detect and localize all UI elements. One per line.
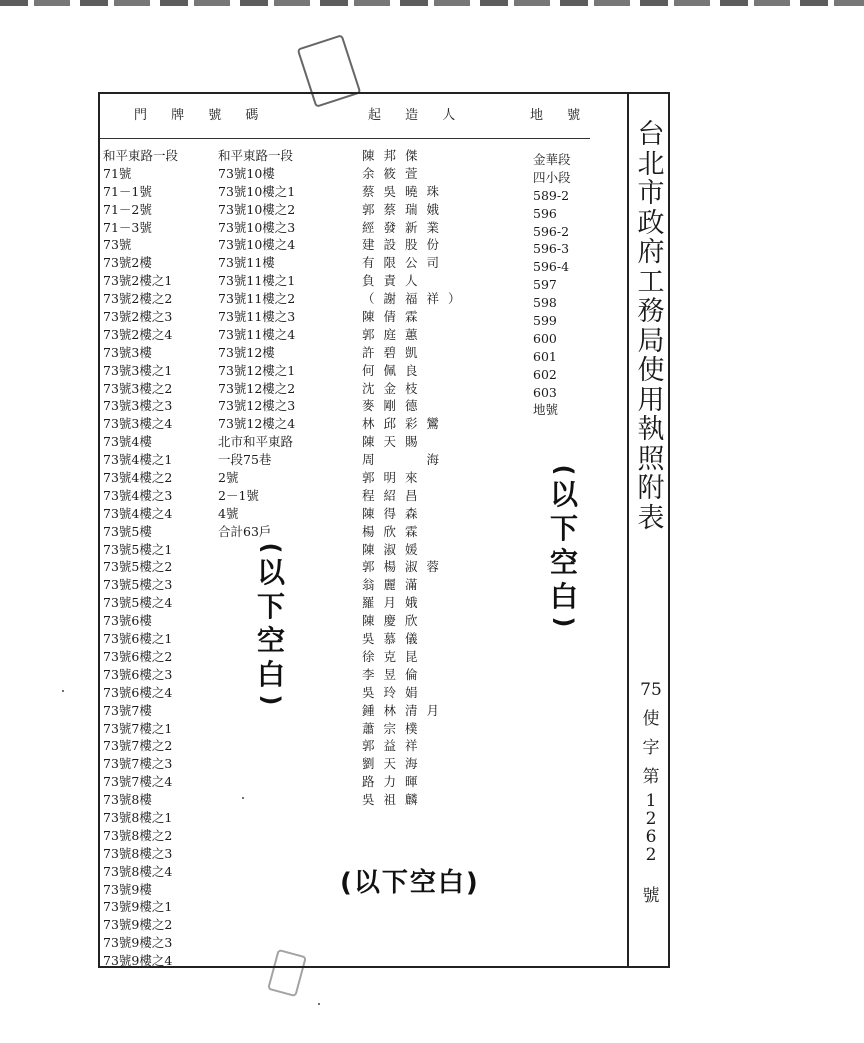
document-title [634,120,668,533]
doorplate-column-2 [218,147,295,541]
doorplate-entry: 73號2樓之1 [103,273,173,289]
doorplate-entry: 73號9樓之3 [103,935,173,951]
doorplate-entry: 73號7樓之2 [103,738,173,754]
hand-text: 以下空白 [353,868,466,898]
builder-entry: （謝福祥） [362,291,470,307]
title-char: 局 [637,325,665,357]
title-char: 執 [637,414,665,445]
doorplate-entry: 一段75巷 [218,452,272,468]
doorplate-entry: 73號12樓 [218,344,275,360]
doorplate-entry: 73號5樓之4 [103,595,173,611]
lot-entry: 598 [533,295,557,311]
doorplate-entry: 73號11樓之3 [218,309,296,325]
permit-number [634,676,668,911]
lot-entry: 596-4 [533,259,570,275]
lot-entry: 589-2 [533,187,570,203]
hand-char: 下 [256,590,285,623]
builder-entry: 翁麗滿 [362,577,427,593]
lot-entry: 602 [533,366,557,382]
doorplate-entry: 73號9樓之4 [103,953,173,969]
doorplate-entry: 71－3號 [103,219,152,235]
title-char: 使 [637,355,665,386]
doorplate-entry: 和平東路一段 [218,148,294,163]
doorplate-entry: 73號10樓之2 [218,201,296,217]
permit-char: 6 [645,827,657,847]
builder-entry: 陳邦傑 [362,148,427,163]
doorplate-entry: 73號12樓之2 [218,380,296,396]
doorplate-entry: 73號 [103,237,132,253]
lot-column [533,150,571,418]
builder-entry: 鍾林清月 [362,702,449,718]
hand-char: 白 [549,580,578,613]
builder-entry: 蕭宗樸 [362,720,427,736]
builder-entry: 經發新業 [362,219,449,235]
doorplate-entry: 73號5樓之3 [103,577,173,593]
doorplate-entry: 73號6樓 [103,613,152,629]
scan-speck [318,1003,320,1005]
doorplate-entry: 73號7樓 [103,702,152,718]
title-char: 府 [637,237,665,268]
doorplate-entry: 73號10樓之4 [218,237,296,253]
header-rule [100,138,590,139]
builder-entry: 徐克昆 [362,648,427,664]
builder-entry: 羅月娥 [362,595,427,611]
doorplate-entry: 73號7樓之3 [103,756,173,772]
title-char: 照 [637,443,665,475]
permit-char: 1 [645,791,657,811]
doorplate-entry: 73號4樓之3 [103,487,173,503]
lot-entry: 金華段 [533,152,571,167]
builder-column [362,147,470,809]
doorplate-entry: 73號12樓之3 [218,398,296,414]
permit-char: 2 [645,809,657,829]
lot-entry: 地號 [533,402,559,418]
doorplate-entry: 73號2樓之3 [103,309,173,325]
title-divider [627,94,629,966]
builder-entry: 郭庭蕙 [362,326,427,342]
doorplate-entry: 71－1號 [103,183,152,199]
lot-entry: 596-3 [533,241,570,257]
hand-char: 以 [549,478,578,511]
doorplate-entry: 73號11樓之1 [218,273,296,289]
doorplate-entry: 4號 [218,505,239,521]
doorplate-entry: 73號3樓之4 [103,416,173,432]
scan-edge [0,0,864,6]
builder-entry: 郭楊淑蓉 [362,559,449,575]
title-char: 政 [637,207,665,239]
doorplate-entry: 73號4樓之2 [103,470,173,486]
title-char: 務 [637,296,665,327]
doorplate-entry: 73號12樓之1 [218,362,296,378]
handwritten-blank-mark-bottom: (以下空白) [340,868,480,898]
hand-char: 以 [256,556,285,589]
title-char: 工 [637,266,665,298]
builder-entry: 蔡吳曉珠 [362,183,449,199]
builder-header: 起 造 人 [368,108,466,123]
builder-entry: 陳淑媛 [362,541,427,557]
lot-entry: 596 [533,205,557,221]
builder-entry: 路力暉 [362,774,427,790]
builder-entry: 負責人 [362,273,427,289]
permit-char: 字 [642,738,660,758]
builder-entry: 林邱彩鸞 [362,416,449,432]
doorplate-entry: 73號6樓之3 [103,666,173,682]
doorplate-entry: 73號3樓之3 [103,398,173,414]
builder-entry: 陳天賜 [362,434,427,450]
handwritten-blank-mark-lots: ( 以 下 空 白 ) [547,462,581,630]
doorplate-entry: 73號2樓 [103,255,152,271]
doorplate-entry: 73號12樓之4 [218,416,296,432]
lot-entry: 四小段 [533,169,571,185]
builder-entry: 余筱萱 [362,165,427,181]
builder-entry: 吳祖麟 [362,792,427,808]
doorplate-entry: 73號7樓之4 [103,774,173,790]
lot-header: 地 號 [530,108,591,123]
doorplate-entry: 73號5樓之2 [103,559,173,575]
doorplate-entry: 73號9樓之1 [103,899,173,915]
doorplate-entry: 73號10樓 [218,165,275,181]
doorplate-entry: 73號11樓之4 [218,326,296,342]
permit-char: 使 [642,709,660,729]
doorplate-entry: 和平東路一段 [103,148,179,163]
title-char: 附 [637,473,665,504]
doorplate-entry: 71－2號 [103,201,152,217]
doorplate-entry: 73號10樓之3 [218,219,296,235]
permit-char: 號 [642,886,660,906]
builder-entry: 郭蔡瑞娥 [362,201,449,217]
builder-entry: 郭益祥 [362,738,427,754]
builder-entry: 有限公司 [362,255,449,271]
doorplate-entry: 73號4樓之1 [103,452,173,468]
doorplate-entry: 73號5樓之1 [103,541,173,557]
permit-char: 第 [642,767,660,787]
builder-entry: 建設股份 [362,237,449,253]
doorplate-entry: 2－1號 [218,487,259,503]
doorplate-entry: 73號3樓 [103,344,152,360]
doorplate-entry: 73號2樓之2 [103,291,173,307]
doorplate-entry: 2號 [218,470,239,486]
builder-entry: 陳得森 [362,505,427,521]
builder-entry: 陳慶欣 [362,613,427,629]
doorplate-entry: 73號6樓之1 [103,631,173,647]
title-char: 台 [637,119,665,150]
builder-entry: 許碧凱 [362,344,427,360]
doorplate-entry: 73號8樓之4 [103,863,173,879]
hand-char: 白 [256,658,285,691]
doorplate-entry: 73號8樓之3 [103,845,173,861]
doorplate-entry: 73號9樓之2 [103,917,173,933]
lot-entry: 601 [533,348,557,364]
doorplate-entry: 73號8樓之1 [103,809,173,825]
doorplate-entry: 71號 [103,165,132,181]
builder-entry: 郭明來 [362,470,427,486]
scan-speck [242,797,244,799]
builder-entry: 劉天海 [362,756,427,772]
hand-char: 空 [256,624,285,657]
doorplate-entry: 73號8樓 [103,792,152,808]
doorplate-entry: 73號3樓之1 [103,362,173,378]
doorplate-entry: 73號8樓之2 [103,827,173,843]
doorplate-entry: 合計63戶 [218,523,272,539]
lot-entry: 603 [533,384,557,400]
title-char: 用 [637,384,665,416]
title-char: 表 [637,502,665,534]
doorplate-header: 門 牌 號 碼 [134,108,269,123]
hand-char: 下 [549,512,578,545]
doorplate-entry: 73號2樓之4 [103,326,173,342]
doorplate-entry: 73號9樓 [103,881,152,897]
handwritten-blank-mark-col2: ( 以 下 空 白 ) [254,540,288,708]
builder-entry: 李昱倫 [362,666,427,682]
lot-entry: 596-2 [533,223,570,239]
builder-entry: 陳倩霖 [362,309,427,325]
builder-entry: 楊欣霖 [362,523,427,539]
doorplate-column-1 [103,147,178,970]
hand-char: 空 [549,546,578,579]
doorplate-entry: 73號11樓之2 [218,291,296,307]
doorplate-entry: 73號5樓 [103,523,152,539]
title-char: 市 [637,178,665,209]
permit-char: 2 [645,845,657,865]
lot-entry: 600 [533,330,557,346]
doorplate-entry: 73號7樓之1 [103,720,173,736]
doorplate-entry: 73號6樓之2 [103,648,173,664]
builder-entry: 麥剛德 [362,398,427,414]
doorplate-entry: 73號4樓之4 [103,505,173,521]
builder-entry: 程紹昌 [362,487,427,503]
doorplate-entry: 73號3樓之2 [103,380,173,396]
builder-entry: 吳慕儀 [362,631,427,647]
doorplate-entry: 北市和平東路 [218,434,294,450]
lot-entry: 597 [533,277,557,293]
builder-entry: 沈金枝 [362,380,427,396]
doorplate-entry: 73號4樓 [103,434,152,450]
permit-char: 75 [640,680,662,700]
doorplate-entry: 73號10樓之1 [218,183,296,199]
title-char: 北 [637,148,665,180]
scan-speck [62,690,64,692]
builder-entry: 吳玲娟 [362,684,427,700]
builder-entry: 周 海 [362,452,449,468]
doorplate-entry: 73號11樓 [218,255,275,271]
lot-entry: 599 [533,313,557,329]
builder-entry: 何佩良 [362,362,427,378]
doorplate-entry: 73號6樓之4 [103,684,173,700]
